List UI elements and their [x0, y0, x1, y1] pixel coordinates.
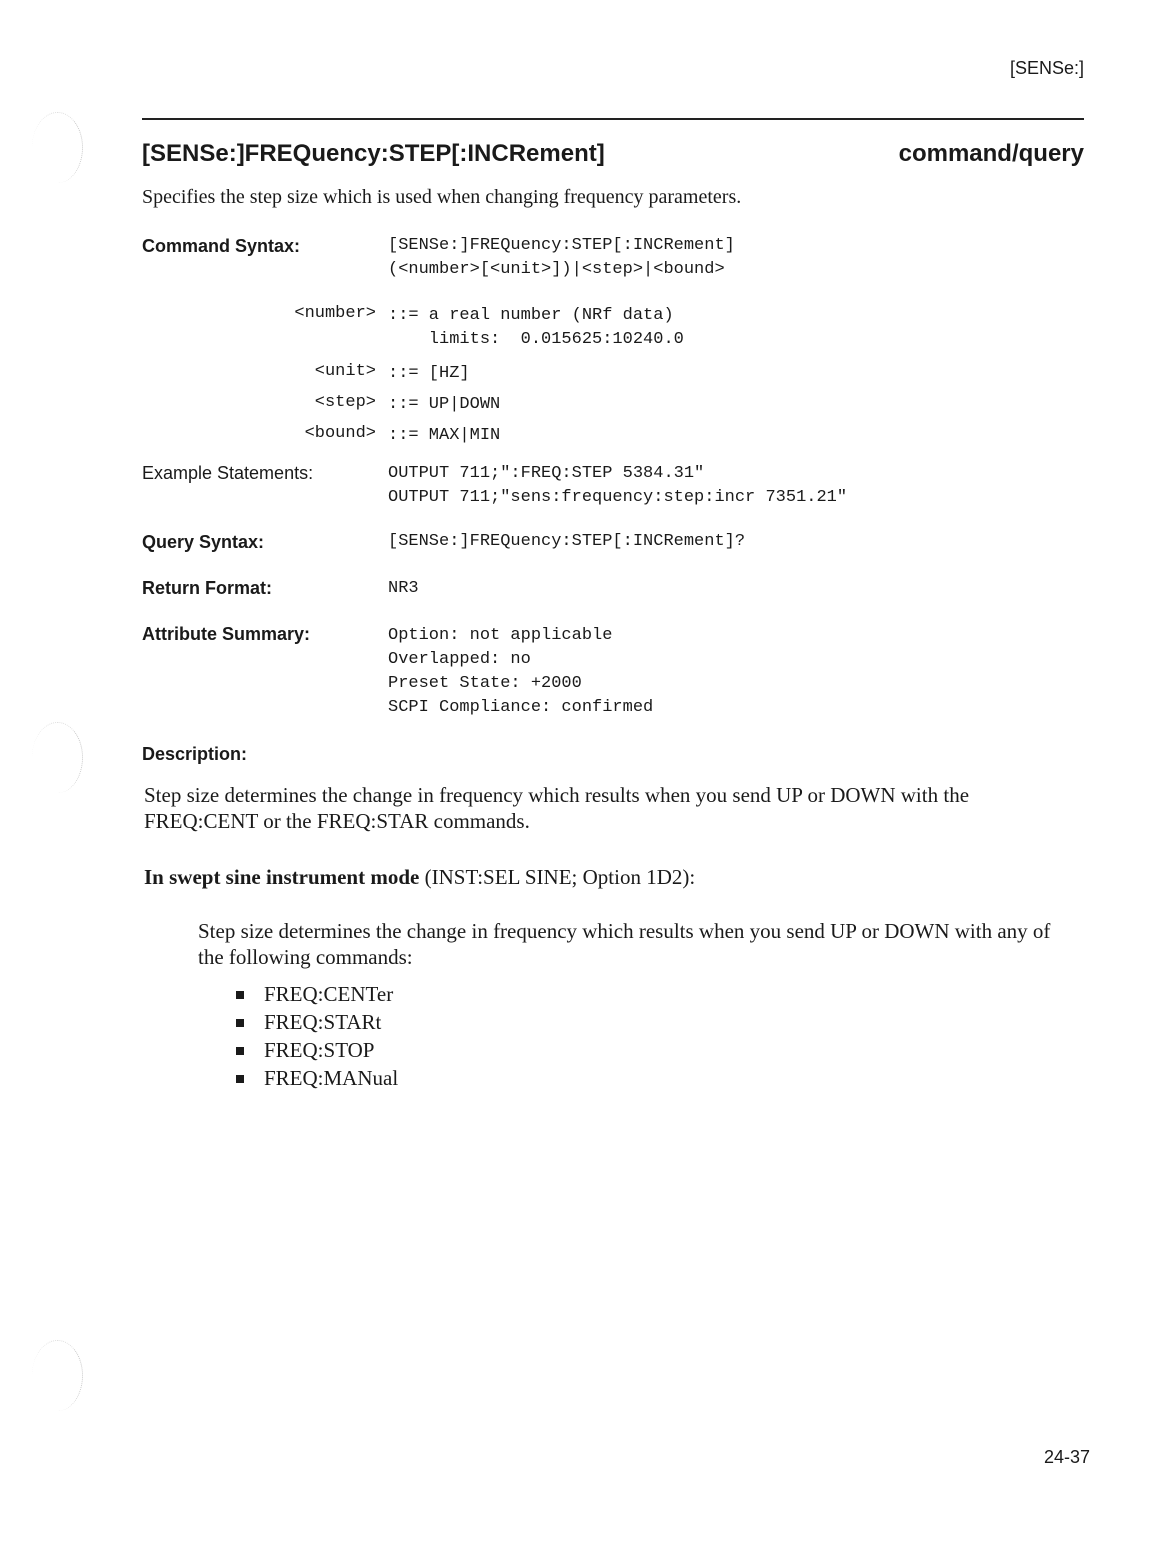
example-statements-label: Example Statements:: [142, 463, 314, 483]
bullet-square-icon: [236, 1019, 244, 1027]
swept-sine-mode-bold: In swept sine instrument mode: [144, 865, 420, 889]
swept-sine-mode-rest: (INST:SEL SINE; Option 1D2):: [419, 865, 696, 889]
bullet-square-icon: [236, 1047, 244, 1055]
bnf-def-unit: ::= [HZ]: [388, 364, 470, 383]
description-paragraph: Step size determines the change in frequency which results when you send UP or DOWN with the FREQ:CENT or the FREQ:STAR commands.: [144, 783, 970, 833]
list-item-text: FREQ:STARt: [264, 1010, 382, 1034]
binder-hole-bottom: [32, 1340, 83, 1411]
list-item: [230, 1008, 398, 1036]
swept-sine-mode-heading: [144, 864, 1074, 890]
bnf-def-step: ::= UP|DOWN: [388, 395, 501, 414]
command-type: command/query: [898, 140, 1084, 167]
bnf-name-unit: <unit>: [314, 362, 376, 381]
bnf-name-step: <step>: [314, 393, 376, 412]
bnf-def-number: ::= a real number (NRf data): [388, 306, 674, 325]
bnf-def-limits: limits: 0.015625:10240.0: [388, 330, 684, 349]
bullet-square-icon: [236, 1075, 244, 1083]
binder-hole-middle: [32, 722, 83, 793]
list-item: [230, 1064, 398, 1092]
list-item: [230, 1036, 398, 1064]
header-rule: [142, 118, 1084, 120]
command-syntax-line2: (<number>[<unit>])|<step>|<bound>: [388, 260, 725, 279]
intro-text: Specifies the step size which is used when changing frequency parameters.: [142, 186, 742, 208]
attribute-preset-state: Preset State: +2000: [388, 674, 582, 693]
swept-sine-paragraph: Step size determines the change in frequency which results when you send UP or DOWN with any of the following commands:: [198, 919, 1051, 969]
command-syntax-line1: [SENSe:]FREQuency:STEP[:INCRement]: [388, 236, 735, 255]
running-head: [SENSe:]: [1009, 58, 1084, 78]
list-item-text: FREQ:CENTer: [264, 982, 394, 1006]
example-line2: OUTPUT 711;"sens:frequency:step:incr 7351.21": [388, 488, 848, 507]
query-syntax-value: [SENSe:]FREQuency:STEP[:INCRement]?: [388, 532, 746, 551]
query-syntax-label: Query Syntax:: [142, 532, 265, 552]
return-format-value: NR3: [388, 579, 419, 598]
page-number: 24-37: [1043, 1447, 1090, 1467]
example-line1: OUTPUT 711;":FREQ:STEP 5384.31": [388, 464, 705, 483]
bnf-name-number: <number>: [294, 304, 376, 323]
command-syntax-label: Command Syntax:: [142, 236, 301, 256]
attribute-summary-label: Attribute Summary:: [142, 624, 311, 644]
attribute-scpi-compliance: SCPI Compliance: confirmed: [388, 698, 654, 717]
bnf-def-bound: ::= MAX|MIN: [388, 426, 501, 445]
attribute-option: Option: not applicable: [388, 626, 613, 645]
return-format-label: Return Format:: [142, 578, 272, 598]
description-label: Description:: [142, 744, 248, 764]
command-title: [SENSe:]FREQuency:STEP[:INCRement]: [142, 140, 605, 167]
list-item: [230, 980, 398, 1008]
binder-hole-top: [32, 112, 83, 183]
bnf-name-bound: <bound>: [304, 424, 376, 443]
list-item-text: FREQ:MANual: [264, 1066, 399, 1090]
bullet-square-icon: [236, 991, 244, 999]
command-list: [230, 980, 398, 1092]
list-item-text: FREQ:STOP: [264, 1038, 375, 1062]
attribute-overlapped: Overlapped: no: [388, 650, 531, 669]
